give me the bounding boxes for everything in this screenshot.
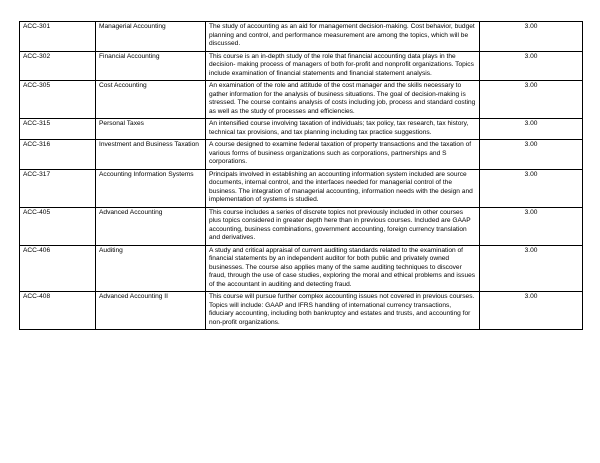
course-credits: 3.00 xyxy=(480,140,583,170)
course-title: Accounting Information Systems xyxy=(96,169,206,207)
course-title: Managerial Accounting xyxy=(96,22,206,52)
table-row xyxy=(20,292,583,330)
course-title: Cost Accounting xyxy=(96,81,206,119)
course-description: An intensified course involving taxation of individuals; tax policy, tax research, tax history, technical tax provisions, and tax planning including tax practice suggestions. xyxy=(206,119,480,140)
table-row xyxy=(20,81,583,119)
course-code: ACC-315 xyxy=(20,119,96,140)
course-title: Advanced Accounting xyxy=(96,207,206,245)
course-description: A study and critical appraisal of current auditing standards related to the examination of financial statements by an independent auditor for both public and privately owned businesses. The course also applies many of the same auditing techniques to discover fraud, through the use of case studies, exploring the moral and ethical problems and issues of the accountant in auditing and detecting fraud. xyxy=(206,245,480,292)
course-title: Auditing xyxy=(96,245,206,292)
course-table xyxy=(19,21,583,330)
course-code: ACC-405 xyxy=(20,207,96,245)
table-row xyxy=(20,51,583,81)
course-code: ACC-305 xyxy=(20,81,96,119)
course-credits: 3.00 xyxy=(480,245,583,292)
course-title: Advanced Accounting II xyxy=(96,292,206,330)
course-credits: 3.00 xyxy=(480,292,583,330)
table-row xyxy=(20,169,583,207)
table-row xyxy=(20,119,583,140)
course-credits: 3.00 xyxy=(480,51,583,81)
course-title: Personal Taxes xyxy=(96,119,206,140)
course-description: A course designed to examine federal taxation of property transactions and the taxation of various forms of business organizations such as corporations, partnerships and S corporations. xyxy=(206,140,480,170)
course-description: Principals involved in establishing an accounting information system included are source documents, internal control, and the interfaces needed for managerial control of the business. The integration of managerial accounting, information needs with the design and implementation of systems is studied. xyxy=(206,169,480,207)
course-description: An examination of the role and attitude of the cost manager and the skills necessary to gather information for the analysis of business situations. The goal of decision-making is stressed. The course contains analysis of costs including job, process and standard costing as well as the study of processes and efficiencies. xyxy=(206,81,480,119)
course-description: This course will pursue further complex accounting issues not covered in previous courses. Topics will include: GAAP and IFRS handling of international currency transactions, fiduciary accounting, including both bankruptcy and estates and trusts, and accounting for non-profit organizations. xyxy=(206,292,480,330)
table-row xyxy=(20,22,583,52)
course-code: ACC-316 xyxy=(20,140,96,170)
course-credits: 3.00 xyxy=(480,81,583,119)
course-description: The study of accounting as an aid for management decision-making. Cost behavior, budget planning and control, and performance measurement are among the topics, which will be discussed. xyxy=(206,22,480,52)
table-row xyxy=(20,140,583,170)
course-code: ACC-302 xyxy=(20,51,96,81)
course-title: Financial Accounting xyxy=(96,51,206,81)
course-description: This course is an in-depth study of the role that financial accounting data plays in the decision- making process of managers of both for-profit and nonprofit organizations. Topics include examination of financial statements and financial statement analysis. xyxy=(206,51,480,81)
course-credits: 3.00 xyxy=(480,22,583,52)
course-title: Investment and Business Taxation xyxy=(96,140,206,170)
course-credits: 3.00 xyxy=(480,169,583,207)
course-code: ACC-408 xyxy=(20,292,96,330)
course-code: ACC-301 xyxy=(20,22,96,52)
course-code: ACC-317 xyxy=(20,169,96,207)
table-row xyxy=(20,207,583,245)
course-code: ACC-406 xyxy=(20,245,96,292)
course-credits: 3.00 xyxy=(480,207,583,245)
table-row xyxy=(20,245,583,292)
course-credits: 3.00 xyxy=(480,119,583,140)
course-description: This course includes a series of discrete topics not previously included in other courses plus topics considered in greater depth here than in previous courses. Included are GAAP accounting, business combinations, government accounting, foreign currency translation and derivatives. xyxy=(206,207,480,245)
